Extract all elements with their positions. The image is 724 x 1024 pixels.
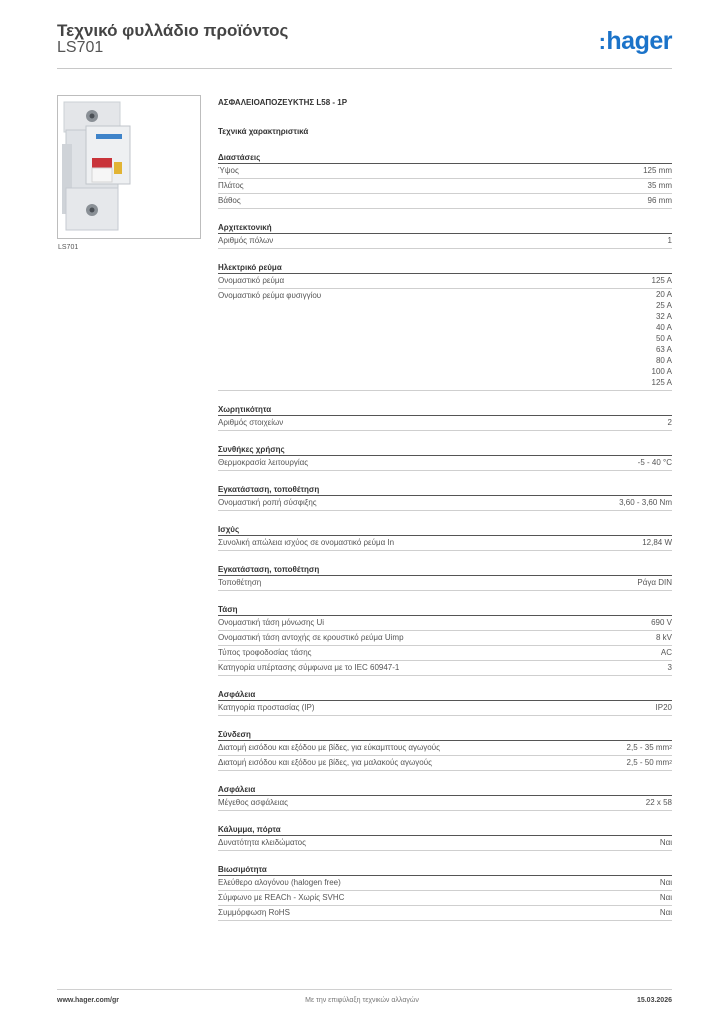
spec-group-title: Σύνδεση	[218, 728, 672, 741]
fuse-holder-illustration	[58, 96, 201, 239]
spec-value-cell	[648, 194, 672, 208]
spec-value: Ναι	[659, 908, 672, 917]
spec-value: -5 - 40 °C	[637, 458, 672, 467]
spec-value: 125 mm	[643, 166, 672, 175]
spec-value: 125 A	[651, 276, 672, 285]
spec-value-cell	[638, 456, 672, 470]
footer-note: Με την επιφύλαξη τεχνικών αλλαγών	[305, 997, 419, 1004]
spec-value: 50 A	[655, 334, 672, 343]
spec-group-title: Ασφάλεια	[218, 783, 672, 796]
spec-row	[218, 876, 672, 891]
section-title: Τεχνικά χαρακτηριστικά	[218, 127, 309, 136]
spec-label: Ονομαστικό ρεύμα φυσιγγίου	[218, 291, 322, 300]
spec-label: Διατομή εισόδου και εξόδου με βίδες, για εύκαμπτους αγωγούς	[218, 743, 440, 752]
spec-row	[218, 194, 672, 209]
spec-row	[218, 756, 672, 771]
spec-value: AC	[660, 648, 672, 657]
spec-value: 96 mm	[647, 196, 672, 205]
specification-table	[218, 96, 672, 921]
image-caption: LS701	[58, 244, 79, 251]
spec-value-cell	[668, 661, 672, 675]
spec-label: Δυνατότητα κλειδώματος	[218, 838, 306, 847]
spec-value-cell	[627, 756, 672, 770]
spec-group-title: Ισχύς	[218, 523, 672, 536]
spec-value-cell	[651, 616, 672, 630]
spec-label: Μέγεθος ασφάλειας	[218, 798, 288, 807]
spec-value: 22 x 58	[645, 798, 672, 807]
spec-value: 2,5 - 35 mm	[626, 743, 670, 752]
spec-value-cell	[627, 741, 672, 755]
spec-row	[218, 646, 672, 661]
spec-row	[218, 631, 672, 646]
spec-label: Συνολική απώλεια ισχύος σε ονομαστικό ρεύμα In	[218, 538, 395, 547]
spec-row	[218, 576, 672, 591]
spec-value: 63 A	[655, 345, 672, 354]
spec-value-cell	[660, 876, 672, 890]
spec-label: Αριθμός στοιχείων	[218, 418, 284, 427]
spec-label: Βάθος	[218, 196, 241, 205]
spec-label: Θερμοκρασία λειτουργίας	[218, 458, 309, 467]
spec-value: 35 mm	[647, 181, 672, 190]
spec-group-title: Βιωσιμότητα	[218, 863, 672, 876]
spec-value: 3,60 - 3,60 Nm	[619, 498, 672, 507]
header-divider	[57, 68, 672, 69]
spec-group-title: Αρχιτεκτονική	[218, 221, 672, 234]
spec-value: 2,5 - 50 mm	[626, 758, 670, 767]
spec-value-cell	[643, 164, 672, 178]
spec-value-cell	[637, 576, 672, 590]
spec-row	[218, 796, 672, 811]
spec-value: 100 A	[651, 367, 672, 376]
spec-value-cell	[660, 906, 672, 920]
footer-website[interactable]: www.hager.com/gr	[57, 997, 119, 1004]
spec-label: Τύπος τροφοδοσίας τάσης	[218, 648, 312, 657]
spec-value-cell	[660, 836, 672, 850]
spec-row	[218, 289, 672, 391]
spec-row	[218, 836, 672, 851]
spec-label: Σύμφωνο με REACh - Χωρίς SVHC	[218, 893, 345, 902]
spec-value-cell	[652, 274, 672, 288]
spec-value-cell	[646, 796, 672, 810]
spec-value: Ναι	[659, 838, 672, 847]
spec-row	[218, 741, 672, 756]
spec-row	[218, 416, 672, 431]
spec-label: Ύψος	[218, 166, 239, 175]
spec-label: Κατηγορία προστασίας (IP)	[218, 703, 315, 712]
spec-label: Συμμόρφωση RoHS	[218, 908, 290, 917]
spec-value-cell	[668, 416, 672, 430]
spec-row	[218, 536, 672, 551]
spec-value: 8 kV	[655, 633, 672, 642]
spec-label: Ονομαστική τάση μόνωσης Ui	[218, 618, 325, 627]
spec-label: Διατομή εισόδου και εξόδου με βίδες, για μαλακούς αγωγούς	[218, 758, 432, 767]
spec-value-cell	[661, 646, 672, 660]
spec-label: Κατηγορία υπέρτασης σύμφωνα με το IEC 60947-1	[218, 663, 400, 672]
spec-row	[218, 701, 672, 716]
product-code: LS701	[57, 39, 104, 56]
spec-label: Αριθμός πόλων	[218, 236, 274, 245]
spec-value: IP20	[655, 703, 672, 712]
spec-group-title: Τάση	[218, 603, 672, 616]
spec-value: 80 A	[655, 356, 672, 365]
spec-row	[218, 179, 672, 194]
spec-row	[218, 906, 672, 921]
spec-label: Ελεύθερο αλογόνου (halogen free)	[218, 878, 341, 887]
spec-group-title: Ασφάλεια	[218, 688, 672, 701]
spec-row	[218, 616, 672, 631]
spec-value: 25 A	[655, 301, 672, 310]
spec-label: Ονομαστική τάση αντοχής σε κρουστικό ρεύμα Uimp	[218, 633, 404, 642]
spec-row	[218, 234, 672, 249]
spec-value-cell	[642, 536, 672, 550]
spec-value: Ναι	[659, 893, 672, 902]
spec-group-title: Διαστάσεις	[218, 151, 672, 164]
spec-value: 690 V	[651, 618, 672, 627]
document-title: Τεχνικό φυλλάδιο προϊόντος	[57, 21, 289, 40]
hager-logo: :hager	[598, 27, 672, 55]
spec-row	[218, 274, 672, 289]
spec-label: Τοποθέτηση	[218, 578, 262, 587]
spec-value: 125 A	[651, 378, 672, 387]
footer-divider	[57, 989, 672, 990]
spec-value: Ράγα DIN	[637, 578, 672, 587]
spec-row	[218, 661, 672, 676]
spec-value: 40 A	[655, 323, 672, 332]
spec-value-cell	[660, 891, 672, 905]
spec-group-title: Εγκατάσταση, τοποθέτηση	[218, 483, 672, 496]
spec-value-cell	[648, 179, 672, 193]
spec-row	[218, 891, 672, 906]
spec-value-cell	[656, 701, 672, 715]
spec-value: 12,84 W	[642, 538, 672, 547]
spec-group-title: Εγκατάσταση, τοποθέτηση	[218, 563, 672, 576]
spec-value: 32 A	[655, 312, 672, 321]
spec-value: 1	[667, 236, 672, 245]
unit-superscript: 2	[669, 745, 672, 751]
product-image	[57, 95, 201, 239]
spec-group-title: Κάλυμμα, πόρτα	[218, 823, 672, 836]
footer-date: 15.03.2026	[636, 997, 672, 1004]
spec-label: Πλάτος	[218, 181, 244, 190]
spec-value: 3	[667, 663, 672, 672]
spec-value-cell	[656, 631, 672, 645]
unit-superscript: 2	[669, 760, 672, 766]
spec-value: 20 A	[655, 290, 672, 299]
spec-label: Ονομαστικό ρεύμα	[218, 276, 285, 285]
spec-value-cell	[668, 234, 672, 248]
spec-value: 2	[667, 418, 672, 427]
spec-value: Ναι	[659, 878, 672, 887]
spec-row	[218, 164, 672, 179]
spec-label: Ονομαστική ροπή σύσφιξης	[218, 498, 317, 507]
spec-group-title: Χωρητικότητα	[218, 403, 672, 416]
spec-row	[218, 456, 672, 471]
spec-groups	[218, 151, 672, 921]
product-name: ΑΣΦΑΛΕΙΟΑΠΟΖΕΥΚΤΗΣ L58 - 1P	[218, 98, 348, 107]
spec-value-list	[652, 289, 672, 388]
spec-group-title: Συνθήκες χρήσης	[218, 443, 672, 456]
spec-row	[218, 496, 672, 511]
spec-value-cell	[619, 496, 672, 510]
spec-group-title: Ηλεκτρικό ρεύμα	[218, 261, 672, 274]
